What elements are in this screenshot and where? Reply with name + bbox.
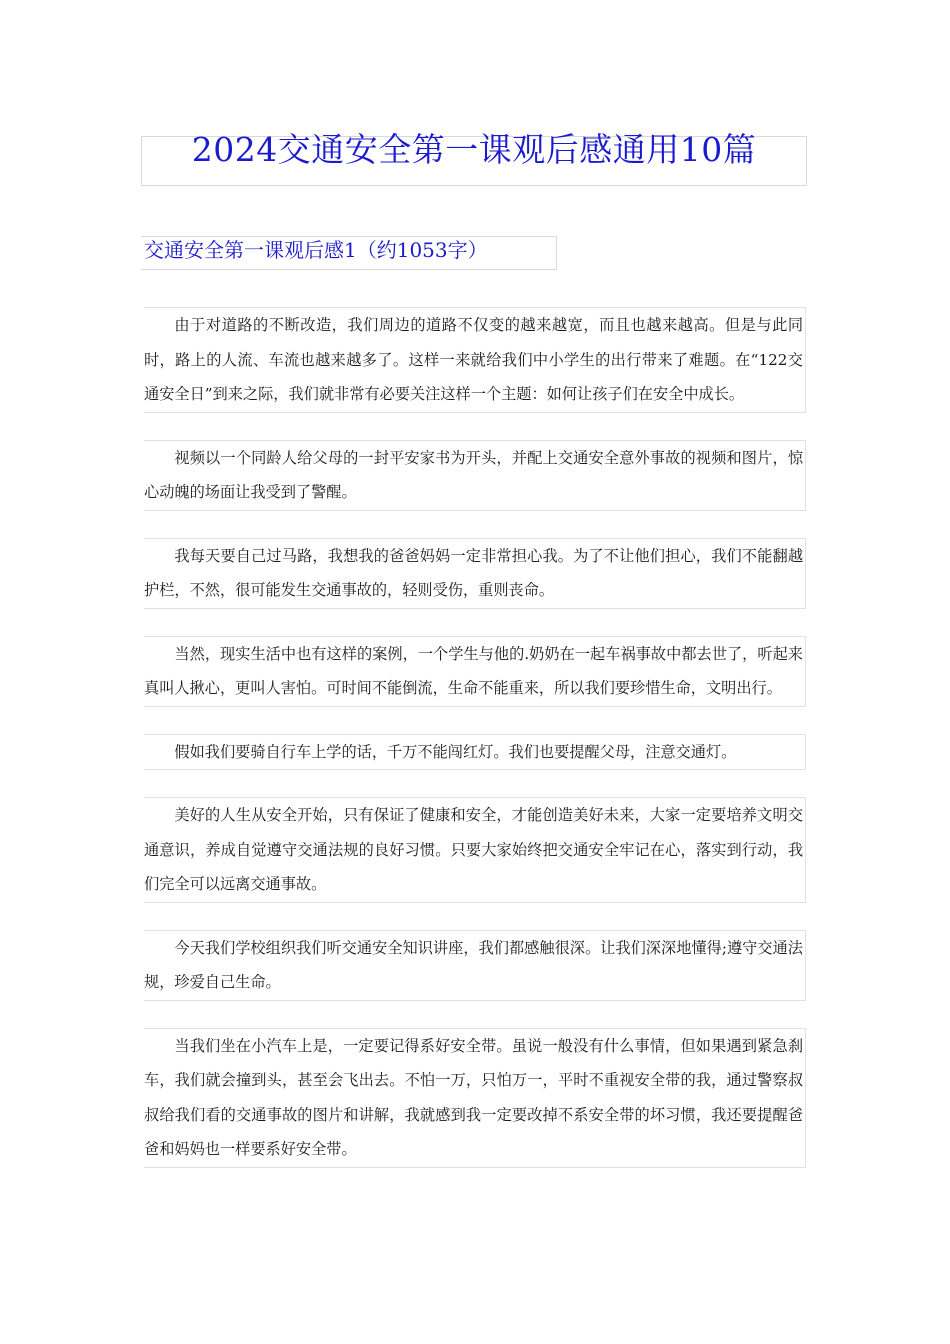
paragraph: 当然，现实生活中也有这样的案例，一个学生与他的.奶奶在一起车祸事故中都去世了，听起来真叫人揪心，更叫人害怕。可时间不能倒流，生命不能重来，所以我们要珍惜生命，文明出行。	[144, 636, 806, 707]
article-body	[144, 307, 806, 1195]
paragraph: 视频以一个同龄人给父母的一封平安家书为开头，并配上交通安全意外事故的视频和图片，惊心动魄的场面让我受到了警醒。	[144, 440, 806, 511]
paragraph: 我每天要自己过马路，我想我的爸爸妈妈一定非常担心我。为了不让他们担心，我们不能翻越护栏，不然，很可能发生交通事故的，轻则受伤，重则丧命。	[144, 538, 806, 609]
paragraph: 美好的人生从安全开始，只有保证了健康和安全，才能创造美好未来，大家一定要培养文明交通意识，养成自觉遵守交通法规的良好习惯。只要大家始终把交通安全牢记在心，落实到行动，我们完全可以远离交通事故。	[144, 797, 806, 903]
paragraph: 由于对道路的不断改造，我们周边的道路不仅变的越来越宽，而且也越来越高。但是与此同时，路上的人流、车流也越来越多了。这样一来就给我们中小学生的出行带来了难题。在“122交通安全日”到来之际，我们就非常有必要关注这样一个主题：如何让孩子们在安全中成长。	[144, 307, 806, 413]
paragraph: 当我们坐在小汽车上是，一定要记得系好安全带。虽说一般没有什么事情，但如果遇到紧急刹车，我们就会撞到头，甚至会飞出去。不怕一万，只怕万一，平时不重视安全带的我，通过警察叔叔给我们看的交通事故的图片和讲解，我就感到我一定要改掉不系安全带的坏习惯，我还要提醒爸爸和妈妈也一样要系好安全带。	[144, 1028, 806, 1168]
document-title: 2024交通安全第一课观后感通用10篇	[191, 130, 757, 169]
paragraph: 今天我们学校组织我们听交通安全知识讲座，我们都感触很深。让我们深深地懂得;遵守交通法规，珍爱自己生命。	[144, 930, 806, 1001]
paragraph: 假如我们要骑自行车上学的话，千万不能闯红灯。我们也要提醒父母，注意交通灯。	[144, 734, 806, 771]
section-title: 交通安全第一课观后感1（约1053字）	[144, 238, 488, 262]
